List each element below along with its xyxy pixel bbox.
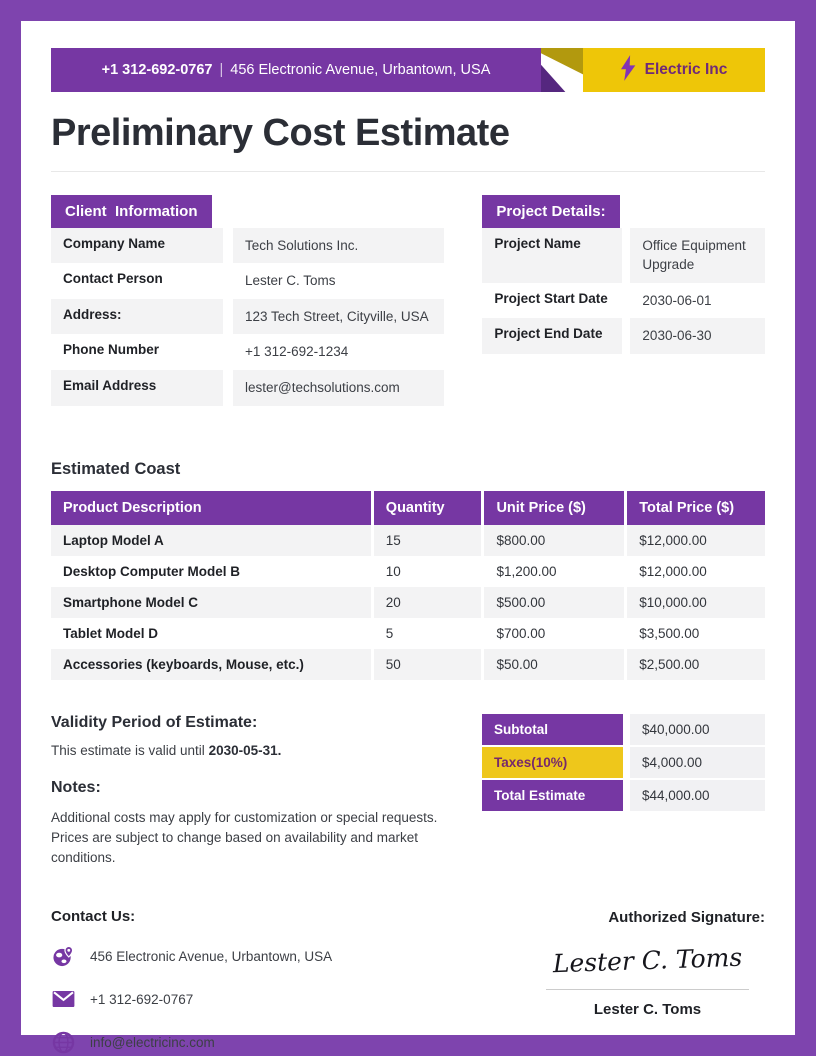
client-information-header: Client Information (51, 195, 212, 228)
table-row (51, 370, 444, 406)
column-header: Unit Price ($) (483, 491, 626, 525)
title-divider (51, 171, 765, 172)
cell-unit-price: $1,200.00 (483, 556, 626, 587)
contact-us-block (51, 908, 332, 1054)
cost-table-header-row (51, 491, 765, 525)
row-label: Subtotal (482, 714, 630, 745)
header-separator: | (219, 62, 224, 78)
header-contact-strip (51, 48, 541, 92)
row-label: Email Address (51, 370, 233, 406)
validity-prefix: This estimate is valid until (51, 742, 209, 758)
row-label: Taxes(10%) (482, 747, 630, 778)
table-row (51, 556, 765, 587)
globe-pin-icon (51, 944, 75, 968)
company-name: Electric Inc (644, 61, 728, 78)
notes-heading: Notes: (51, 778, 101, 796)
cell-total-price: $12,000.00 (626, 556, 765, 587)
row-label: Project End Date (482, 318, 630, 354)
cell-unit-price: $50.00 (483, 649, 626, 680)
contact-phone-item (51, 987, 332, 1011)
validity-notes-block (51, 714, 444, 869)
table-row (482, 228, 765, 283)
footer-section (51, 908, 765, 1054)
row-label: Project Start Date (482, 283, 630, 319)
table-row (51, 334, 444, 370)
table-row (51, 618, 765, 649)
client-information-table (51, 195, 444, 406)
estimated-cost-title: Estimated Coast (51, 459, 181, 478)
row-value: $40,000.00 (630, 714, 765, 745)
ribbon-fold-decoration (541, 48, 583, 92)
row-label: Address: (51, 299, 233, 335)
contact-address-item (51, 944, 332, 968)
header-bar (51, 48, 765, 92)
cell-quantity: 10 (372, 556, 483, 587)
estimate-document (21, 21, 795, 1050)
column-header: Quantity (372, 491, 483, 525)
table-row (482, 318, 765, 354)
row-value: $44,000.00 (630, 780, 765, 811)
signature-heading: Authorized Signature: (608, 909, 765, 927)
table-row (51, 299, 444, 335)
info-section (51, 195, 765, 406)
project-details-table (482, 195, 765, 406)
cell-quantity: 5 (372, 618, 483, 649)
row-value: +1 312-692-1234 (245, 344, 349, 360)
table-row (51, 587, 765, 618)
cell-total-price: $12,000.00 (626, 525, 765, 556)
column-header: Total Price ($) (626, 491, 765, 525)
lightning-bolt-icon (621, 55, 636, 86)
row-label: Total Estimate (482, 780, 630, 811)
cell-product: Tablet Model D (63, 625, 159, 641)
signature-handwriting: Lester C. Toms (552, 942, 743, 979)
cell-total-price: $10,000.00 (626, 587, 765, 618)
table-row (51, 525, 765, 556)
row-label: Contact Person (51, 263, 233, 299)
envelope-icon (51, 987, 75, 1011)
signature-line (546, 989, 749, 990)
table-row (51, 649, 765, 680)
cell-quantity: 20 (372, 587, 483, 618)
cell-product: Laptop Model A (63, 532, 164, 548)
contact-email-text: info@electricinc.com (90, 1034, 215, 1050)
mid-section (51, 714, 765, 869)
header-phone: +1 312-692-0767 (101, 62, 213, 78)
contact-address-text: 456 Electronic Avenue, Urbantown, USA (90, 948, 333, 964)
cell-product: Desktop Computer Model B (63, 563, 241, 579)
header-address: 456 Electronic Avenue, Urbantown, USA (230, 62, 491, 78)
contact-phone-text: +1 312-692-0767 (90, 991, 194, 1007)
page-title: Preliminary Cost Estimate (51, 112, 510, 154)
project-details-header: Project Details: (482, 195, 619, 228)
contact-email-item (51, 1030, 332, 1054)
notes-text: Additional costs may apply for customization or special requests. Prices are subject to change based on availability and market conditions. (51, 809, 438, 865)
cell-unit-price: $700.00 (483, 618, 626, 649)
cell-unit-price: $500.00 (483, 587, 626, 618)
total-estimate-row (482, 780, 765, 811)
company-logo (583, 48, 765, 92)
cell-quantity: 50 (372, 649, 483, 680)
row-value: Lester C. Toms (245, 273, 336, 289)
summary-table (482, 714, 765, 813)
taxes-row (482, 747, 765, 778)
row-label: Company Name (51, 228, 233, 264)
row-value: Office Equipment Upgrade (630, 228, 765, 283)
table-row (51, 228, 444, 264)
row-value: 2030-06-01 (642, 292, 712, 308)
cell-quantity: 15 (372, 525, 483, 556)
table-row (51, 263, 444, 299)
cell-unit-price: $800.00 (483, 525, 626, 556)
column-header: Product Description (51, 491, 372, 525)
validity-date: 2030-05-31. (208, 742, 282, 758)
row-value: lester@techsolutions.com (233, 370, 444, 406)
cell-product: Accessories (keyboards, Mouse, etc.) (63, 656, 304, 672)
signature-name: Lester C. Toms (593, 1001, 702, 1019)
validity-text (51, 743, 444, 758)
cell-product: Smartphone Model C (63, 594, 199, 610)
row-value: 2030-06-30 (630, 318, 765, 354)
cell-total-price: $2,500.00 (626, 649, 765, 680)
contact-us-heading: Contact Us: (51, 908, 136, 926)
row-value: Tech Solutions Inc. (233, 228, 444, 264)
validity-heading: Validity Period of Estimate: (51, 713, 258, 731)
subtotal-row (482, 714, 765, 745)
cell-total-price: $3,500.00 (626, 618, 765, 649)
globe-www-icon (51, 1030, 75, 1054)
authorized-signature-block (530, 908, 765, 1054)
row-value: 123 Tech Street, Cityville, USA (233, 299, 444, 335)
row-value: $4,000.00 (630, 747, 765, 778)
row-label: Phone Number (51, 334, 233, 370)
row-label: Project Name (482, 228, 630, 283)
cost-table (51, 491, 765, 680)
table-row (482, 283, 765, 319)
